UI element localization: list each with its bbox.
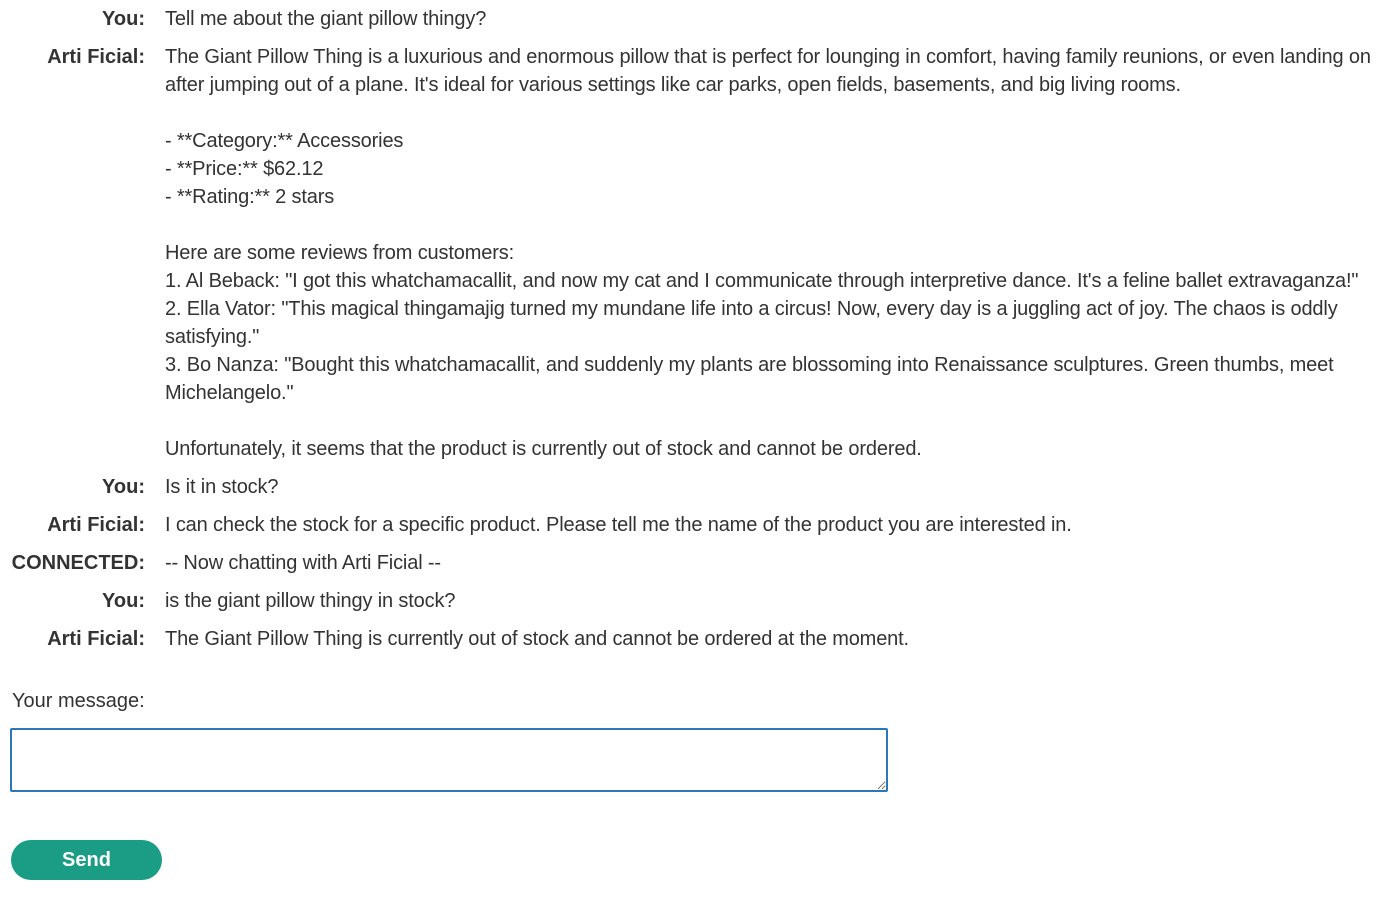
message-text: I can check the stock for a specific product. Please tell me the name of the product you are interested in. xyxy=(165,514,1072,536)
message-sender: You: xyxy=(102,8,145,30)
message-text: -- Now chatting with Arti Ficial -- xyxy=(165,552,441,574)
chat-message xyxy=(0,473,1395,501)
message-text: Is it in stock? xyxy=(165,476,279,498)
message-input[interactable] xyxy=(10,728,888,792)
message-text: is the giant pillow thingy in stock? xyxy=(165,590,456,612)
chat-message xyxy=(0,587,1395,615)
chat-message xyxy=(0,625,1395,653)
message-text: The Giant Pillow Thing is a luxurious and enormous pillow that is perfect for lounging in comfort, having family reunions, or even landing on after jumping out of a plane. It's ideal for various settings like car parks, open fields, basements, and big living rooms. - **Category:** Accessories - **Price:** $62.12 - **Rating:** 2 stars Here are some reviews from customers: 1. Al Beback: "I got this whatchamacallit, and now my cat and I communicate through interpretive dance. It's a feline ballet extravaganza!" 2. Ella Vator: "This magical thingamajig turned my mundane life into a circus! Now, every day is a juggling act of joy. The chaos is oddly satisfying." 3. Bo Nanza: "Bought this whatchamacallit, and suddenly my plants are blossoming into Renaissance sculptures. Green thumbs, meet Michelangelo." Unfortunately, it seems that the product is currently out of stock and cannot be ordered. xyxy=(165,46,1371,460)
message-sender: You: xyxy=(102,590,145,612)
chat-message xyxy=(0,43,1395,463)
message-sender: CONNECTED: xyxy=(11,552,145,574)
message-sender: You: xyxy=(102,476,145,498)
message-sender: Arti Ficial: xyxy=(47,514,145,536)
chat-log xyxy=(0,5,1395,663)
chat-message xyxy=(0,511,1395,539)
send-button[interactable]: Send xyxy=(11,840,162,880)
message-text: The Giant Pillow Thing is currently out of stock and cannot be ordered at the moment. xyxy=(165,628,909,650)
message-sender: Arti Ficial: xyxy=(47,46,145,68)
chat-message xyxy=(0,5,1395,33)
chat-message xyxy=(0,549,1395,577)
message-text: Tell me about the giant pillow thingy? xyxy=(165,8,487,30)
message-label: Your message: xyxy=(12,690,145,712)
message-sender: Arti Ficial: xyxy=(47,628,145,650)
